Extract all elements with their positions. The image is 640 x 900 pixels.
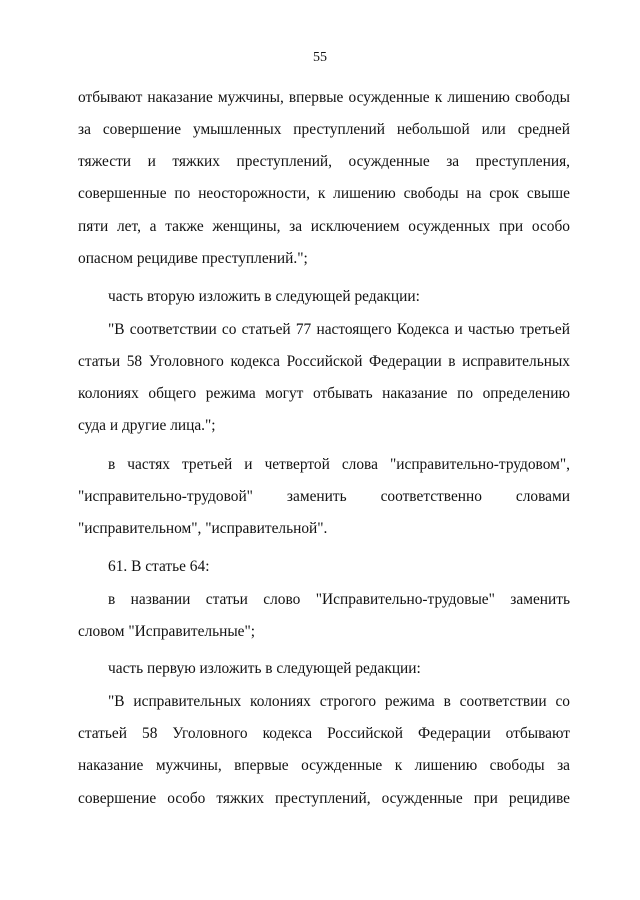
text-line: совершение особо тяжких преступлений, осужденные при рецидиве — [78, 790, 570, 807]
text-line: часть вторую изложить в следующей редакции: — [108, 288, 420, 305]
text-line: "В соответствии со статьей 77 настоящего Кодекса и частью третьей — [108, 321, 570, 338]
text-line: опасном рецидиве преступлений."; — [78, 250, 308, 267]
text-line: "В исправительных колониях строгого режима в соответствии со — [108, 693, 570, 710]
text-line: в названии статьи слово "Исправительно-трудовые" заменить — [108, 591, 570, 608]
text-line: наказание мужчины, впервые осужденные к лишению свободы за — [78, 757, 570, 774]
section-heading: 61. В статье 64: — [108, 558, 210, 575]
text-line: суда и другие лица."; — [78, 417, 216, 434]
text-line: совершенные по неосторожности, к лишению свободы на срок свыше — [78, 185, 570, 202]
page-number: 55 — [313, 50, 327, 65]
text-line: пяти лет, а также женщины, за исключением осужденных при особо — [78, 218, 570, 235]
text-line: часть первую изложить в следующей редакции: — [108, 660, 421, 677]
text-line: статьей 58 Уголовного кодекса Российской Федерации отбывают — [78, 725, 570, 742]
text-line: "исправительно-трудовой" заменить соответственно словами — [78, 488, 570, 505]
text-line: отбывают наказание мужчины, впервые осужденные к лишению свободы — [78, 89, 570, 106]
text-line: словом "Исправительные"; — [78, 623, 256, 640]
text-line: в частях третьей и четвертой слова "исправительно-трудовом", — [108, 456, 570, 473]
text-line: колониях общего режима могут отбывать наказание по определению — [78, 385, 570, 402]
text-line: за совершение умышленных преступлений небольшой или средней — [78, 121, 570, 138]
text-line: "исправительном", "исправительной". — [78, 520, 328, 537]
text-line: статьи 58 Уголовного кодекса Российской Федерации в исправительных — [78, 353, 570, 370]
text-line: тяжести и тяжких преступлений, осужденные за преступления, — [78, 153, 570, 170]
